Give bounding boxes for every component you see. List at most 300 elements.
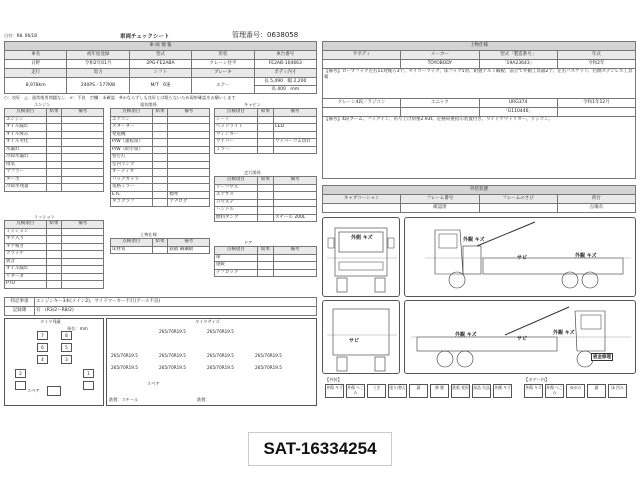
check-item: 床材質 <box>111 246 153 254</box>
check-item: P/W（助手席） <box>111 146 153 154</box>
model-code: 2PG-FE2ABA <box>129 60 191 69</box>
check-item: タコグラフ <box>111 199 153 207</box>
check-note <box>62 131 104 139</box>
section-col-header: 結果 <box>257 177 273 185</box>
section-col-header: 点検項目 <box>5 221 47 229</box>
check-row <box>215 262 317 270</box>
check-note <box>274 192 317 200</box>
check-note <box>168 184 210 192</box>
vehicle-section-title: 車 両 情 報 <box>5 42 317 51</box>
check-result <box>257 254 273 262</box>
check-item: ヘッドライト <box>215 124 258 132</box>
exterior-status <box>322 185 636 213</box>
record-book-label: 記録簿 <box>5 307 35 316</box>
check-item: 排気 <box>5 161 47 169</box>
legend-body-item: ゆがみ <box>566 384 585 398</box>
legend-body-item: 錆 <box>587 384 606 398</box>
tire-spare-cell <box>47 386 61 396</box>
sheet-title: 車両チェックシート <box>120 34 170 40</box>
check-item: 異音 <box>5 258 47 266</box>
check-row <box>111 124 210 132</box>
check-item: ウィンカー <box>215 131 258 139</box>
section-title-cabin: キャビン <box>244 102 261 107</box>
tire-remaining-cell: 7 <box>37 331 48 340</box>
check-item: 警告灯 <box>111 154 153 162</box>
section-door <box>214 240 317 277</box>
check-item: ETC <box>111 191 153 199</box>
legend-outer-title: 【外装】 <box>325 377 342 382</box>
diagram-cab-rear <box>322 300 400 374</box>
check-note <box>62 176 104 184</box>
check-note <box>274 146 317 154</box>
tire-remaining-cell: 6 <box>37 343 48 352</box>
tire-size-front: 265/70R19.5 <box>159 329 186 334</box>
check-item: P/W（運転席） <box>111 139 153 147</box>
tire-unit: 単位：mm <box>67 326 88 331</box>
check-item: 電格ミラー <box>111 184 153 192</box>
check-row <box>111 116 210 124</box>
legend-outer-item: 塗り/替え <box>388 384 407 398</box>
vh-h1-0: 車名 <box>5 51 67 60</box>
check-item: スターター <box>111 124 153 132</box>
tire-size-title: タイヤサイズ <box>195 319 220 324</box>
check-result <box>257 262 273 270</box>
section-col-header: 結果 <box>46 109 62 117</box>
check-item: 扉 <box>215 254 258 262</box>
check-item: ギア鳴き <box>5 243 47 251</box>
vh-h1-2: 型式 <box>129 51 191 60</box>
check-note: スチール 200L <box>274 214 317 222</box>
check-row <box>111 139 210 147</box>
check-item: 水漏れ <box>5 146 47 154</box>
check-result <box>46 228 62 236</box>
section-running <box>214 170 317 222</box>
check-row <box>5 124 104 132</box>
section-col-header: 備考 <box>274 177 317 185</box>
check-item: PTO <box>5 281 47 289</box>
tire-remaining-cell: 3 <box>61 355 72 364</box>
check-result <box>46 251 62 259</box>
tag-rear-rust: サビ <box>349 338 360 344</box>
check-row <box>215 116 317 124</box>
wheel-material-2: 鉄製： <box>197 397 210 402</box>
section-cabin <box>214 102 317 154</box>
vh-h2-3: ブレーキ <box>192 69 254 78</box>
check-row <box>5 281 104 289</box>
check-result <box>257 214 273 222</box>
tag-right-ext2: 外観 キズ <box>553 330 575 336</box>
check-row <box>111 154 210 162</box>
check-row <box>215 254 317 262</box>
check-row <box>5 228 104 236</box>
body-shape: クレーン付平 <box>192 60 254 69</box>
check-result <box>46 124 62 132</box>
section-col-header: 点検項目 <box>215 247 258 255</box>
vehicle-info <box>4 41 317 94</box>
horsepower: 240PS／177KW <box>67 78 129 94</box>
tire-remaining-cell: 8 <box>61 331 72 340</box>
check-note: LED <box>274 124 317 132</box>
section-col-header: 点検項目 <box>215 109 258 117</box>
check-note <box>274 207 317 215</box>
legend-body-item: 外傷 へこみ <box>545 384 564 398</box>
tag-sheet-metal-repair: 板金修理 <box>593 355 611 360</box>
check-result <box>46 169 62 177</box>
check-note <box>168 154 210 162</box>
section-col-header: 備考 <box>62 221 104 229</box>
check-item: クラッチ <box>5 251 47 259</box>
mileage: 8,978km <box>5 78 67 94</box>
section-col-header: 結果 <box>152 109 168 117</box>
check-item: 冷却水残量 <box>5 184 47 192</box>
check-row <box>215 139 317 147</box>
check-result <box>152 176 168 184</box>
section-title-door: ドア <box>244 240 253 245</box>
cab-rear-drawing <box>323 301 401 375</box>
legend-outer-item: 錆 <box>409 384 428 398</box>
tire-size-rear: 265/70R19.5 <box>207 365 234 370</box>
check-note <box>274 131 317 139</box>
tire-size-rear: 265/70R19.5 <box>255 353 282 358</box>
check-note <box>62 146 104 154</box>
check-row <box>215 269 317 277</box>
check-result <box>152 199 168 207</box>
tire-remaining-cell <box>15 381 26 390</box>
tire-size-panel <box>106 318 317 406</box>
section-col-header: 結果 <box>46 221 62 229</box>
check-row <box>215 207 317 215</box>
ex-v-2 <box>479 204 557 213</box>
check-item: マフラー <box>5 169 47 177</box>
tire-remaining-cell <box>83 381 94 390</box>
up-c1-0: 平ボディ <box>323 51 401 60</box>
tire-size-rear: 265/70R19.5 <box>111 365 138 370</box>
check-note: 鉄板 縞鋼板 <box>168 246 210 254</box>
up-v1-0 <box>323 60 401 69</box>
control-number: 管理番号：0638058 <box>232 31 299 39</box>
check-item: オイル漏れ <box>5 266 47 274</box>
tire-size-spare: スペア <box>147 381 160 386</box>
body-unit: mm <box>290 86 300 92</box>
check-note <box>62 161 104 169</box>
check-item: 発電機 <box>111 131 153 139</box>
check-result <box>46 184 62 192</box>
tire-size-front: 265/70R19.5 <box>207 329 234 334</box>
tag-left-rust: サビ <box>517 255 528 261</box>
exterior-title: 外装状態 <box>323 186 636 195</box>
tire-remaining-cell: 5 <box>61 343 72 352</box>
check-result <box>152 161 168 169</box>
section-col-header: 備考 <box>274 109 317 117</box>
section-title-running: 走行関係 <box>244 170 261 175</box>
check-row <box>5 273 104 281</box>
check-row <box>5 243 104 251</box>
up-year: 令和2年 <box>557 60 635 69</box>
check-result <box>152 131 168 139</box>
section-title-uppergear: 上物仕様 <box>140 232 157 237</box>
check-result <box>46 273 62 281</box>
check-item: オイル滲み <box>5 131 47 139</box>
check-row <box>215 199 317 207</box>
legend-outer-item: 部品 欠品 <box>472 384 491 398</box>
check-result <box>152 154 168 162</box>
crane-serial: 「G110446」 <box>479 108 557 117</box>
check-note <box>274 116 317 124</box>
check-result <box>257 131 273 139</box>
section-col-header: 点検項目 <box>5 109 47 117</box>
check-result <box>46 236 62 244</box>
check-row <box>111 169 210 177</box>
section-title-mission: ミッション <box>34 214 55 219</box>
tire-size-rear: 265/70R19.5 <box>255 365 282 370</box>
check-row <box>5 139 104 147</box>
check-item: 冷却水漏れ <box>5 154 47 162</box>
check-row <box>111 176 210 184</box>
brake: エアー <box>192 78 254 94</box>
check-row <box>5 146 104 154</box>
legend-outer-item: 外傷 へこみ <box>346 384 365 398</box>
check-item: バックカメラ <box>111 176 153 184</box>
section-title-engine: エンジン <box>34 102 51 107</box>
ex-c-3: 荷台 <box>557 195 635 204</box>
tire-remaining-title: タイヤ残量 <box>40 319 61 324</box>
check-note <box>62 236 104 244</box>
check-row <box>5 131 104 139</box>
section-col-header: 点検項目 <box>215 177 258 185</box>
check-result <box>152 124 168 132</box>
check-row <box>111 131 210 139</box>
check-result <box>46 176 62 184</box>
check-note <box>168 116 210 124</box>
remarks-label: 特記事項 <box>5 298 35 307</box>
tire-remaining-cell: 1 <box>83 369 94 378</box>
check-row <box>215 184 317 192</box>
ex-c-2: フレームのさび <box>479 195 557 204</box>
vh-h2-0: 走行 <box>5 69 67 78</box>
tire-size-rear: 265/70R19.5 <box>159 365 186 370</box>
check-row <box>5 236 104 244</box>
check-note <box>62 281 104 289</box>
check-note <box>62 139 104 147</box>
check-item: シート <box>215 116 258 124</box>
check-row <box>5 251 104 259</box>
shift: M/T 6速 <box>129 78 191 94</box>
check-note <box>62 184 104 192</box>
check-note <box>62 116 104 124</box>
section-mission <box>4 214 104 289</box>
record-book-text: 有 (R3/2～R8/2) <box>35 307 317 316</box>
check-note <box>62 273 104 281</box>
check-note <box>168 146 210 154</box>
section-title-electrical: 電装関係 <box>140 102 157 107</box>
check-row <box>215 146 317 154</box>
section-col-header: 結果 <box>257 247 273 255</box>
check-note <box>274 254 317 262</box>
up-serial: 「19A23643」 <box>479 60 557 69</box>
crane-type: クレーン4段／ラジコン <box>323 99 401 108</box>
check-result <box>152 246 168 254</box>
tag-cab-front: 外側 キズ <box>351 235 373 241</box>
upper-title: 上物仕様 <box>323 42 636 51</box>
tire-spare-label: スペア <box>27 388 40 393</box>
legend-outer-item: 鉄板 変形 <box>451 384 470 398</box>
check-result <box>46 146 62 154</box>
check-row <box>5 154 104 162</box>
check-item: リーフサス <box>215 184 258 192</box>
legend-line: ○：良好 △：通常使用問題なし ×：不良 空欄：未確認 ※かならずしも良好とは限らないため現車確認をお願いします <box>4 95 236 100</box>
vh-h2-1: 馬力 <box>67 69 129 78</box>
check-row <box>215 124 317 132</box>
check-item: ターボ <box>5 176 47 184</box>
crane-model: URG374 <box>479 99 557 108</box>
check-note <box>274 269 317 277</box>
body-height: 高 400 <box>271 86 286 92</box>
legend-outer-item: 外傷 キズ <box>325 384 344 398</box>
check-note <box>62 243 104 251</box>
sheet-date: 日付：R8. 06/18 <box>4 33 37 38</box>
vehicle-name: 日野 <box>5 60 67 69</box>
check-item: ギア入り <box>5 236 47 244</box>
check-row <box>111 161 210 169</box>
check-result <box>152 139 168 147</box>
check-item: パワステ <box>215 199 258 207</box>
check-item: 燃料タンク <box>215 214 258 222</box>
tag-left-ext: 外観 キズ <box>575 253 597 259</box>
check-result <box>46 131 62 139</box>
check-note <box>168 176 210 184</box>
legend-outer-item: うき <box>367 384 386 398</box>
vh-h1-4: 車台番号 <box>254 51 316 60</box>
check-note <box>168 169 210 177</box>
check-result <box>46 281 62 289</box>
check-row <box>111 246 210 254</box>
section-uppergear <box>110 232 210 254</box>
tire-remaining-panel <box>4 318 104 406</box>
check-row <box>111 199 210 207</box>
ex-v-0 <box>323 204 401 213</box>
up-note2: 4段ブーム、フックイン、吊り上げ荷重2.93t、定格荷重指示装置付き、ワイドアウトリガー、ラジコン。 <box>342 117 553 122</box>
legend-body-item: 床 凹み <box>608 384 627 398</box>
body-width: 幅 2,200 <box>287 78 307 84</box>
up-c1-3: 年式 <box>557 51 635 60</box>
check-note <box>62 124 104 132</box>
body-length: 長 5,490 <box>264 78 284 84</box>
up-note1: ロープフック左右11対後ろ3个、セイコーラック、床フック5対、鉛製アルミ縞板、前立て外側工具箱2个、左右バスケット、右側ステンレス工具箱 <box>324 69 633 80</box>
check-row <box>5 176 104 184</box>
stock-number: SAT-16334254 <box>248 432 392 466</box>
check-result <box>257 192 273 200</box>
check-item: 室内ランプ <box>111 161 153 169</box>
check-row <box>5 161 104 169</box>
check-note <box>62 154 104 162</box>
vh-h1-3: 形状 <box>192 51 254 60</box>
check-result <box>152 184 168 192</box>
up-c1-2: 型式「製造番号」 <box>479 51 557 60</box>
check-item: ワイパー <box>215 139 258 147</box>
up-note2-label: 【備考】 <box>324 117 342 122</box>
check-item: ミッション <box>5 228 47 236</box>
check-item: オイル漏れ <box>5 124 47 132</box>
tire-remaining-cell: 2 <box>15 369 26 378</box>
check-result <box>257 269 273 277</box>
check-row <box>5 184 104 192</box>
check-note <box>274 262 317 270</box>
up-note1-label: 【備考】 <box>324 69 342 74</box>
check-note: アナログ <box>168 199 210 207</box>
check-note <box>168 131 210 139</box>
check-note <box>274 199 317 207</box>
tag-left-top: 外観 キズ <box>463 237 485 243</box>
check-result <box>152 116 168 124</box>
check-note: ワイパーゴム切れ <box>274 139 317 147</box>
check-item: オーディオ <box>111 169 153 177</box>
section-col-header: 結果 <box>257 109 273 117</box>
diagram-left-side <box>404 217 636 297</box>
check-note <box>168 139 210 147</box>
check-note <box>62 169 104 177</box>
check-note: 標準 <box>168 191 210 199</box>
section-col-header: 備考 <box>168 239 210 247</box>
check-item: オイル劣化 <box>5 139 47 147</box>
check-result <box>46 139 62 147</box>
check-note <box>62 266 104 274</box>
legend-body-item: 外傷 キズ <box>524 384 543 398</box>
tire-size-rear: 265/70R19.5 <box>207 353 234 358</box>
crane-maker: ユニック <box>401 99 479 108</box>
check-result <box>257 184 273 192</box>
check-row <box>215 214 317 222</box>
section-col-header: 備考 <box>274 247 317 255</box>
section-col-header: 備考 <box>62 109 104 117</box>
remarks-text: エンジンキー3本(メイン2)、サイドマーカー不灯(アース不良) <box>35 298 317 307</box>
check-result <box>257 199 273 207</box>
legend-outer-item: 修 歴 <box>430 384 449 398</box>
legend-body-title: 【ボデー内】 <box>524 377 550 382</box>
check-item: デフロック <box>215 269 258 277</box>
wheel-material: 鉄製：スチール <box>109 397 139 402</box>
check-row <box>5 169 104 177</box>
check-result <box>46 266 62 274</box>
check-item: ミラー <box>215 146 258 154</box>
cab-front-drawing <box>323 218 401 298</box>
first-registration: 令和2年01月 <box>67 60 129 69</box>
check-row <box>111 184 210 192</box>
check-note <box>168 161 210 169</box>
check-note <box>62 251 104 259</box>
check-item: リターダ <box>5 273 47 281</box>
check-result <box>46 154 62 162</box>
tag-right-ext: 外観 キズ <box>455 332 477 338</box>
check-row <box>215 131 317 139</box>
check-row <box>5 266 104 274</box>
check-result <box>257 207 273 215</box>
check-result <box>46 161 62 169</box>
check-result <box>152 191 168 199</box>
check-result <box>46 243 62 251</box>
check-row <box>111 146 210 154</box>
check-note <box>62 258 104 266</box>
check-result <box>257 124 273 132</box>
section-col-header: 点検項目 <box>111 239 153 247</box>
crane-year: 令和1年12月 <box>557 99 635 108</box>
check-result <box>257 116 273 124</box>
check-result <box>257 139 273 147</box>
cargo-bed-status: 点傷有 <box>557 204 635 213</box>
remarks <box>4 297 317 316</box>
check-note <box>274 184 317 192</box>
section-electrical <box>110 102 210 207</box>
section-engine <box>4 102 104 192</box>
